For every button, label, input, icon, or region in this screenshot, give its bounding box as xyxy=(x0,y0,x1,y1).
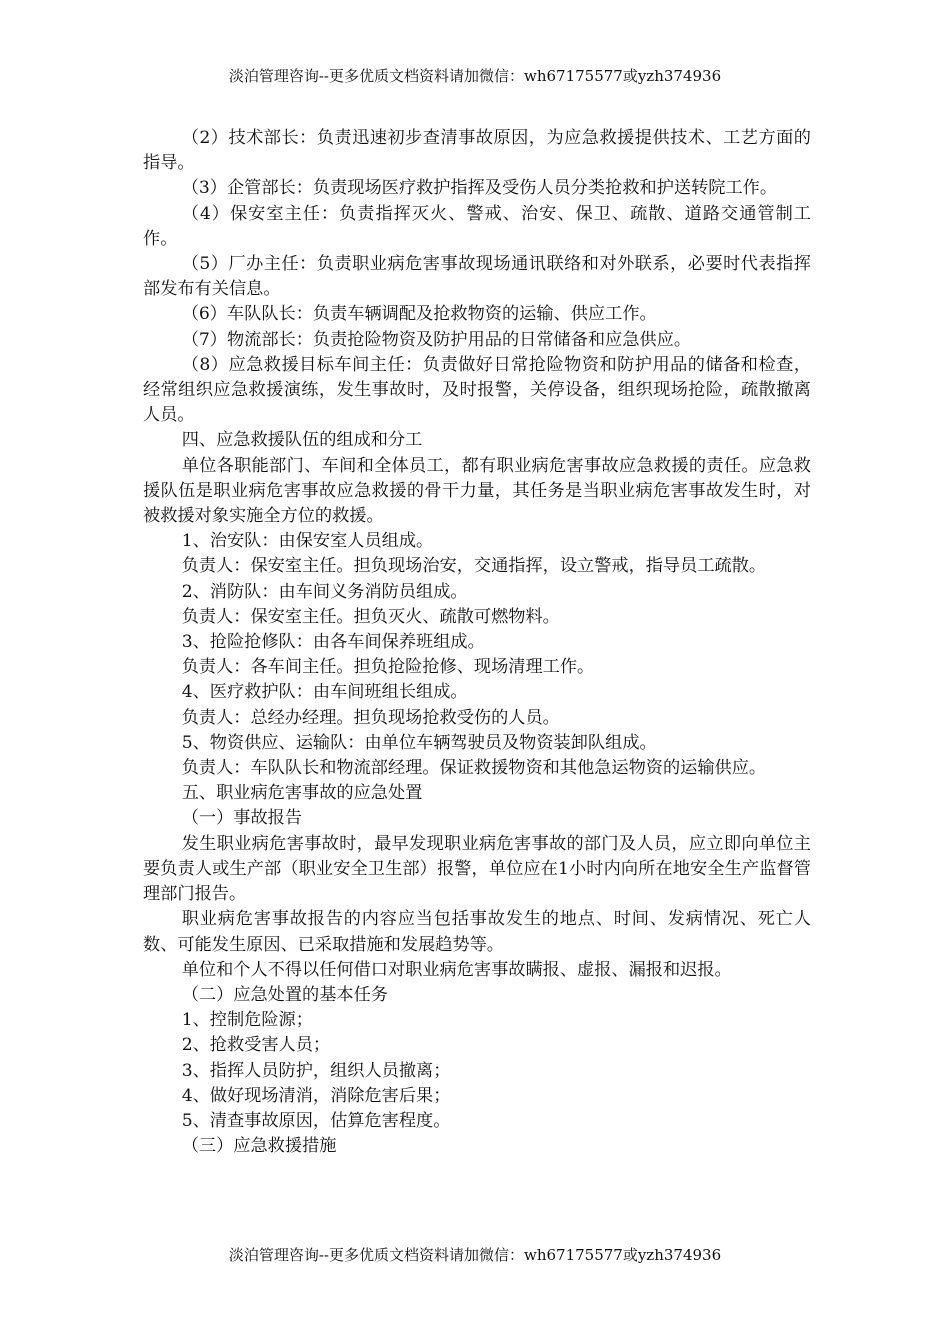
list-item-task-1: 1、控制危险源； xyxy=(181,1010,313,1031)
paragraph-fire-team-lead: 负责人：保安室主任。担负灭火、疏散可燃物料。 xyxy=(181,606,560,627)
list-item-task-2: 2、抢救受害人员； xyxy=(181,1035,331,1056)
paragraph-report-procedure: 发生职业病危害事故时，最早发现职业病危害事故的部门及人员，应立即向单位主要负责人或生产部（职业安全卫生部）报警，单位应在1小时内向所在地安全生产监督管理部门报告。 xyxy=(143,833,811,905)
list-item-task-4: 4、做好现场清消，消除危害后果； xyxy=(181,1085,451,1106)
subsection-heading-rescue-measures: （三）应急救援措施 xyxy=(181,1136,337,1157)
list-item-medical-team: 4、医疗救护队：由车间班组长组成。 xyxy=(181,682,468,703)
paragraph-fleet-captain: （6）车队队长：负责车辆调配及抢救物资的运输、供应工作。 xyxy=(181,304,657,325)
list-item-fire-team: 2、消防队：由车间义务消防员组成。 xyxy=(181,581,468,602)
paragraph-enterprise-manager: （3）企管部长：负责现场医疗救护指挥及受伤人员分类抢救和护送转院工作。 xyxy=(181,178,778,199)
paragraph-repair-team-lead: 负责人：各车间主任。担负抢险抢修、现场清理工作。 xyxy=(181,657,595,678)
paragraph-workshop-director: （8）应急救援目标车间主任：负责做好日常抢险物资和防护用品的储备和检查，经常组织应急救援演练，发生事故时，及时报警，关停设备，组织现场抢险，疏散撤离人员。 xyxy=(143,354,811,426)
list-item-repair-team: 3、抢险抢修队：由各车间保养班组成。 xyxy=(181,632,485,653)
subsection-heading-accident-report: （一）事故报告 xyxy=(181,808,303,829)
document-body xyxy=(143,126,811,1159)
paragraph-medical-team-lead: 负责人：总经办经理。担负现场抢救受伤的人员。 xyxy=(181,707,560,728)
section-heading-team-composition: 四、应急救援队伍的组成和分工 xyxy=(181,430,423,451)
section-heading-emergency-handling: 五、职业病危害事故的应急处置 xyxy=(181,783,423,804)
list-item-task-3: 3、指挥人员防护，组织人员撤离； xyxy=(181,1060,451,1081)
subsection-heading-basic-tasks: （二）应急处置的基本任务 xyxy=(181,984,388,1005)
paragraph-logistics-manager: （7）物流部长：负责抢险物资及防护用品的日常储备和应急供应。 xyxy=(181,329,692,350)
page-header: 淡泊管理咨询--更多优质文档资料请加微信：wh67175577或yzh374936 xyxy=(228,67,722,85)
paragraph-office-director: （5）厂办主任：负责职业病危害事故现场通讯联络和对外联系，必要时代表指挥部发布有关信息。 xyxy=(143,254,811,300)
paragraph-no-concealment: 单位和个人不得以任何借口对职业病危害事故瞒报、虚报、漏报和迟报。 xyxy=(181,959,732,980)
paragraph-supply-team-lead: 负责人：车队队长和物流部经理。保证救援物资和其他急运物资的运输供应。 xyxy=(181,758,767,779)
list-item-supply-team: 5、物资供应、运输队：由单位车辆驾驶员及物资装卸队组成。 xyxy=(181,732,657,753)
paragraph-security-chief: （4）保安室主任：负责指挥灭火、警戒、治安、保卫、疏散、道路交通管制工作。 xyxy=(143,203,811,249)
list-item-task-5: 5、清查事故原因，估算危害程度。 xyxy=(181,1110,451,1131)
paragraph-security-team-lead: 负责人：保安室主任。担负现场治安，交通指挥，设立警戒，指导员工疏散。 xyxy=(181,556,767,577)
paragraph-technical-director: （2）技术部长：负责迅速初步查清事故原因，为应急救援提供技术、工艺方面的指导。 xyxy=(143,128,811,174)
paragraph-team-intro: 单位各职能部门、车间和全体员工，都有职业病危害事故应急救援的责任。应急救援队伍是职业病危害事故应急救援的骨干力量，其任务是当职业病危害事故发生时，对被救援对象实施全方位的救援。 xyxy=(143,455,811,527)
page-footer: 淡泊管理咨询--更多优质文档资料请加微信：wh67175577或yzh374936 xyxy=(228,1246,722,1264)
paragraph-report-content: 职业病危害事故报告的内容应当包括事故发生的地点、时间、发病情况、死亡人数、可能发生原因、已采取措施和发展趋势等。 xyxy=(143,909,811,955)
list-item-security-team: 1、治安队：由保安室人员组成。 xyxy=(181,531,434,552)
